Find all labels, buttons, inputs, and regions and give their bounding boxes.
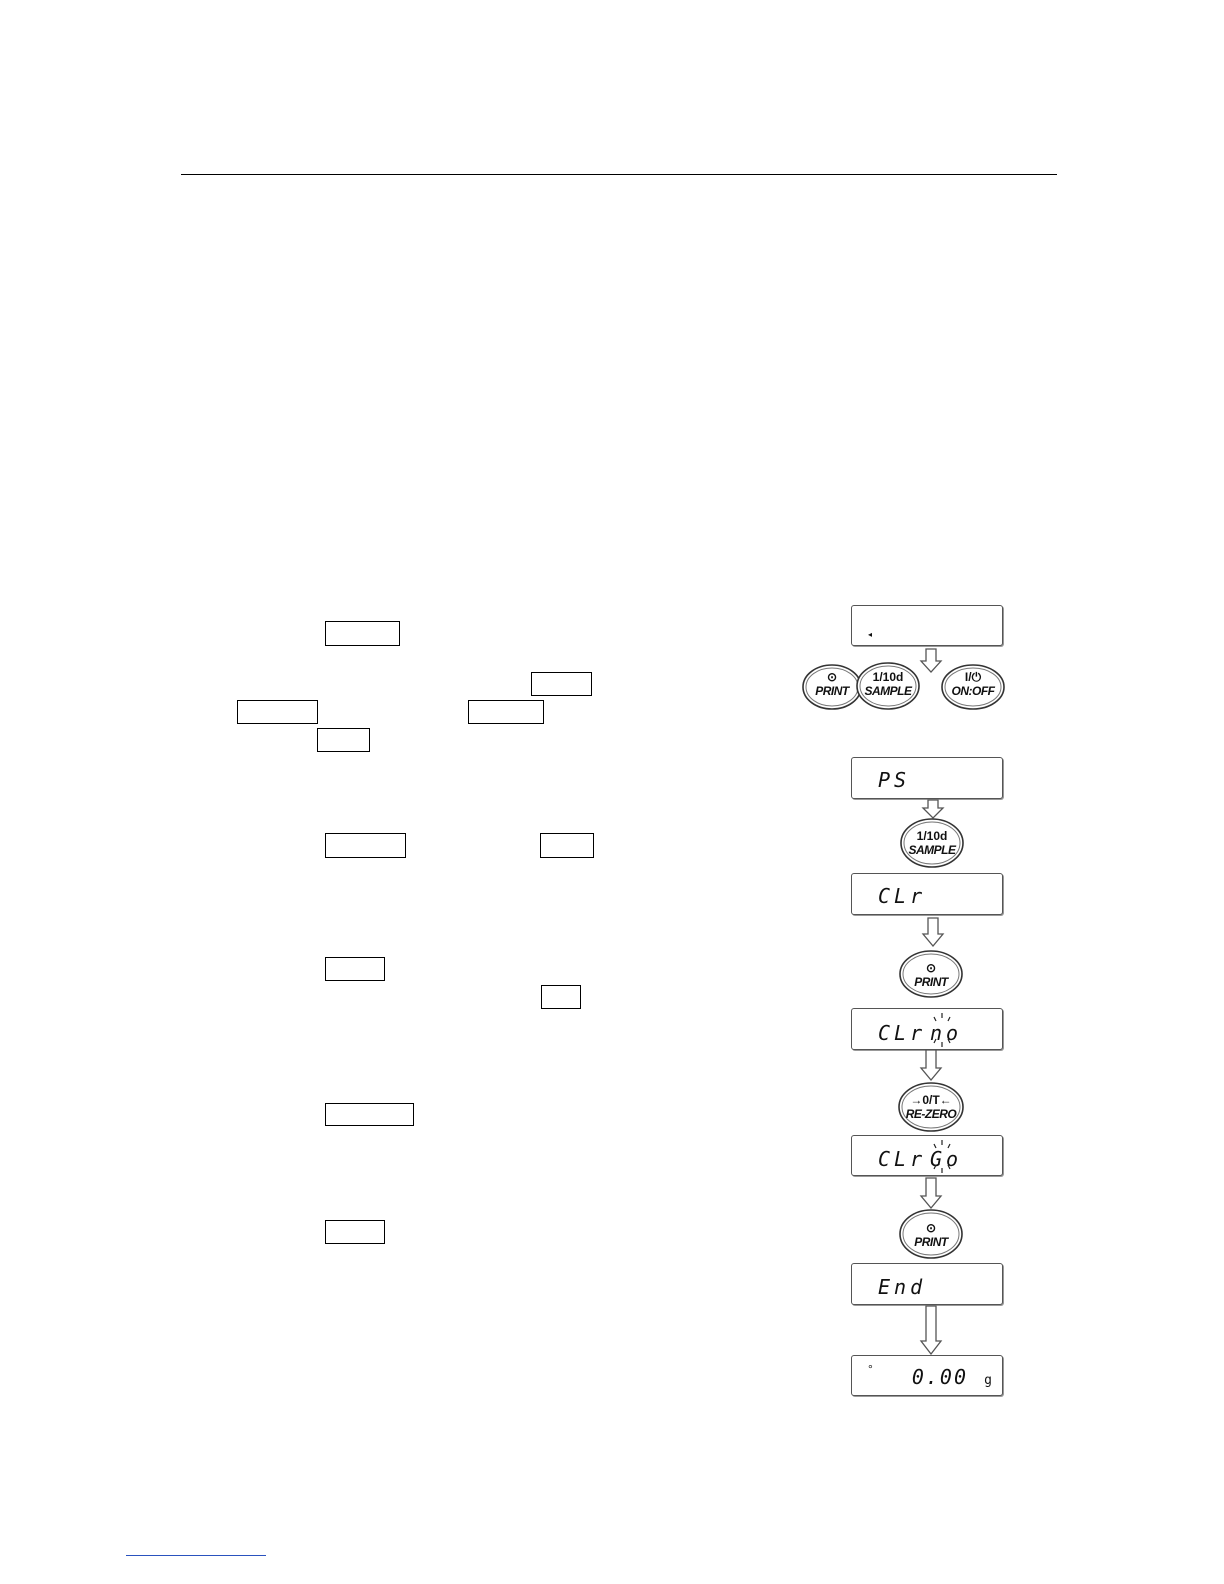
display-clr-no-right: no <box>930 1021 963 1045</box>
key-box-step1 <box>325 621 400 646</box>
key-box-step2b <box>540 833 594 858</box>
down-arrow-icon <box>919 1049 943 1081</box>
rezero-label: RE-ZERO <box>905 1107 957 1121</box>
down-arrow-icon <box>919 1177 943 1209</box>
pointer-indicator: ◂ <box>868 630 873 639</box>
key-box-step1b <box>531 672 592 696</box>
display-initial <box>851 605 1003 646</box>
print-label: PRINT <box>914 1235 948 1249</box>
display-weight-unit: g <box>984 1373 992 1388</box>
sample-button[interactable] <box>855 670 921 698</box>
display-end-text: End <box>878 1275 927 1299</box>
display-clr-go-left: CLr <box>878 1147 927 1171</box>
print-label: PRINT <box>815 684 849 698</box>
blink-icon <box>926 1136 958 1177</box>
rezero-button[interactable] <box>897 1093 965 1121</box>
print-label: PRINT <box>914 975 948 989</box>
print-button[interactable] <box>801 670 863 698</box>
key-box-step3a <box>325 957 385 981</box>
sample-top-label: 1/10d <box>872 670 904 684</box>
key-box-step1e <box>317 728 370 752</box>
display-end <box>851 1263 1003 1305</box>
display-weight-value: 0.00 <box>911 1365 968 1389</box>
display-weight <box>851 1355 1003 1396</box>
rezero-icon: →0/T← <box>910 1093 952 1107</box>
display-clr-text: CLr <box>878 884 927 908</box>
footer-link-underline[interactable] <box>126 1555 266 1556</box>
sample-button-2[interactable] <box>899 829 965 857</box>
onoff-label: ON:OFF <box>951 684 995 698</box>
display-clr-no <box>851 1008 1003 1050</box>
print-button-2[interactable] <box>898 961 964 989</box>
down-arrow-icon <box>921 917 945 947</box>
display-clr-go-right: Go <box>930 1147 963 1171</box>
key-box-step5 <box>325 1220 385 1244</box>
key-box-step3b <box>541 985 581 1009</box>
display-ps <box>851 757 1003 799</box>
key-box-step1d <box>468 700 544 724</box>
print-icon: ⊙ <box>925 961 937 975</box>
key-box-step1c <box>237 700 318 724</box>
sample-label: SAMPLE <box>864 684 912 698</box>
sample-label: SAMPLE <box>908 843 956 857</box>
display-clr-go <box>851 1135 1003 1176</box>
key-box-step4 <box>325 1103 414 1126</box>
display-clr-no-left: CLr <box>878 1021 927 1045</box>
down-arrow-icon <box>919 1305 943 1355</box>
print-icon: ⊙ <box>925 1221 937 1235</box>
blink-icon <box>926 1009 958 1051</box>
sample-top-label: 1/10d <box>916 829 948 843</box>
display-clr <box>851 873 1003 915</box>
key-box-step2a <box>325 833 406 858</box>
display-ps-text: PS <box>878 768 911 792</box>
onoff-button[interactable] <box>940 670 1006 698</box>
print-button-3[interactable] <box>898 1221 964 1249</box>
print-icon: ⊙ <box>826 670 838 684</box>
stable-indicator: ° <box>868 1362 873 1376</box>
power-icon: I/⏻ <box>964 670 982 684</box>
header-rule <box>181 174 1057 175</box>
